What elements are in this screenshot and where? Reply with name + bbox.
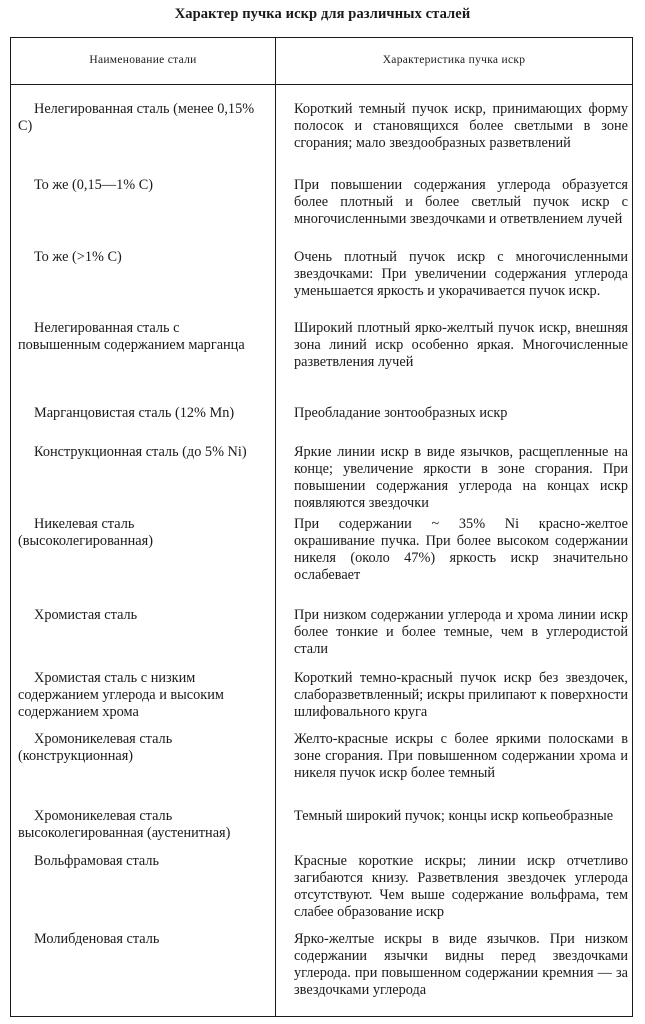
spark-description-cell: Широкий плотный ярко-желтый пучок искр, внешняя зона линий искр особенно яркая. Многочисленные разветвления лучей [294, 320, 628, 370]
spark-description-cell: Очень плотный пучок искр с многочисленными звездочками: При увеличении содержания углерода уменьшается яркость и укорачивается пучок искр. [294, 249, 628, 299]
spark-description-cell: Преобладание зонтообразных искр [294, 405, 508, 421]
steel-name-cell: То же (>1% С) [34, 249, 122, 265]
spark-description-cell: При повышении содержания углерода образуется более плотный и более светлый пучок искр с многочисленными звездочками и ответвлением лучей [294, 177, 628, 227]
steel-spark-table [10, 37, 633, 1017]
header-rule [11, 84, 632, 85]
steel-name-cell: Марганцовистая сталь (12% Mn) [34, 405, 235, 421]
spark-description-cell: Ярко-желтые искры в виде язычков. При низком содержании язычки видны перед звездочками углерода. при повышенном содержании кремния — за звездочками углерода [294, 931, 628, 998]
steel-name-cell: Хромистая сталь [34, 607, 138, 623]
steel-name-cell: Конструкционная сталь (до 5% Ni) [34, 444, 247, 460]
steel-name-cell: Хромистая сталь с низким содержанием углерода и высоким содержанием хрома [18, 670, 224, 720]
page-title: Характер пучка искр для различных сталей [174, 6, 471, 22]
header-spark-character: Характеристика пучка искр [382, 54, 526, 66]
steel-name-cell: Вольфрамовая сталь [34, 853, 160, 869]
spark-description-cell: При содержании ~ 35% Ni красно-желтое окрашивание пучка. При более высоком содержании никеля (около 47%) яркость искр значительно ослабевает [294, 516, 628, 583]
spark-description-cell: Желто-красные искры с более яркими полосками в зоне сгорания. При повышенном содержании хрома и никеля пучок искр более темный [294, 731, 628, 781]
column-divider [275, 38, 276, 1016]
steel-name-cell: Никелевая сталь (высоколегированная) [18, 516, 153, 549]
spark-description-cell: Короткий темный пучок искр, принимающих форму полосок и становящихся более светлыми в зоне сгорания; мало звездообразных разветвлений [294, 101, 628, 151]
header-steel-name: Наименование стали [89, 54, 197, 66]
spark-description-cell: При низком содержании углерода и хрома линии искр более тонкие и более темные, чем в углеродистой стали [294, 607, 628, 657]
steel-name-cell: То же (0,15—1% С) [34, 177, 153, 193]
spark-description-cell: Яркие линии искр в виде язычков, расщепленные на конце; увеличение яркости в зоне сгорания. При повышении содержания углерода на концах искр появляются звездочки [294, 444, 628, 511]
spark-description-cell: Красные короткие искры; линии искр отчетливо загибаются книзу. Разветвления звездочек углерода отсутствуют. Чем выше содержание вольфрама, тем слабее образование искр [294, 853, 628, 920]
steel-name-cell: Молибденовая сталь [34, 931, 160, 947]
steel-name-cell: Нелегированная сталь (менее 0,15% С) [18, 101, 255, 134]
spark-description-cell: Короткий темно-красный пучок искр без звездочек, слаборазветвленный; искры прилипают к поверхности шлифовального круга [294, 670, 628, 720]
steel-name-cell: Хромоникелевая сталь (конструкционная) [18, 731, 173, 764]
spark-description-cell: Темный широкий пучок; концы искр копьеобразные [294, 808, 614, 824]
steel-name-cell: Нелегированная сталь с повышенным содержанием марганца [18, 320, 245, 353]
steel-name-cell: Хромоникелевая сталь высоколегированная (аустенитная) [18, 808, 231, 841]
